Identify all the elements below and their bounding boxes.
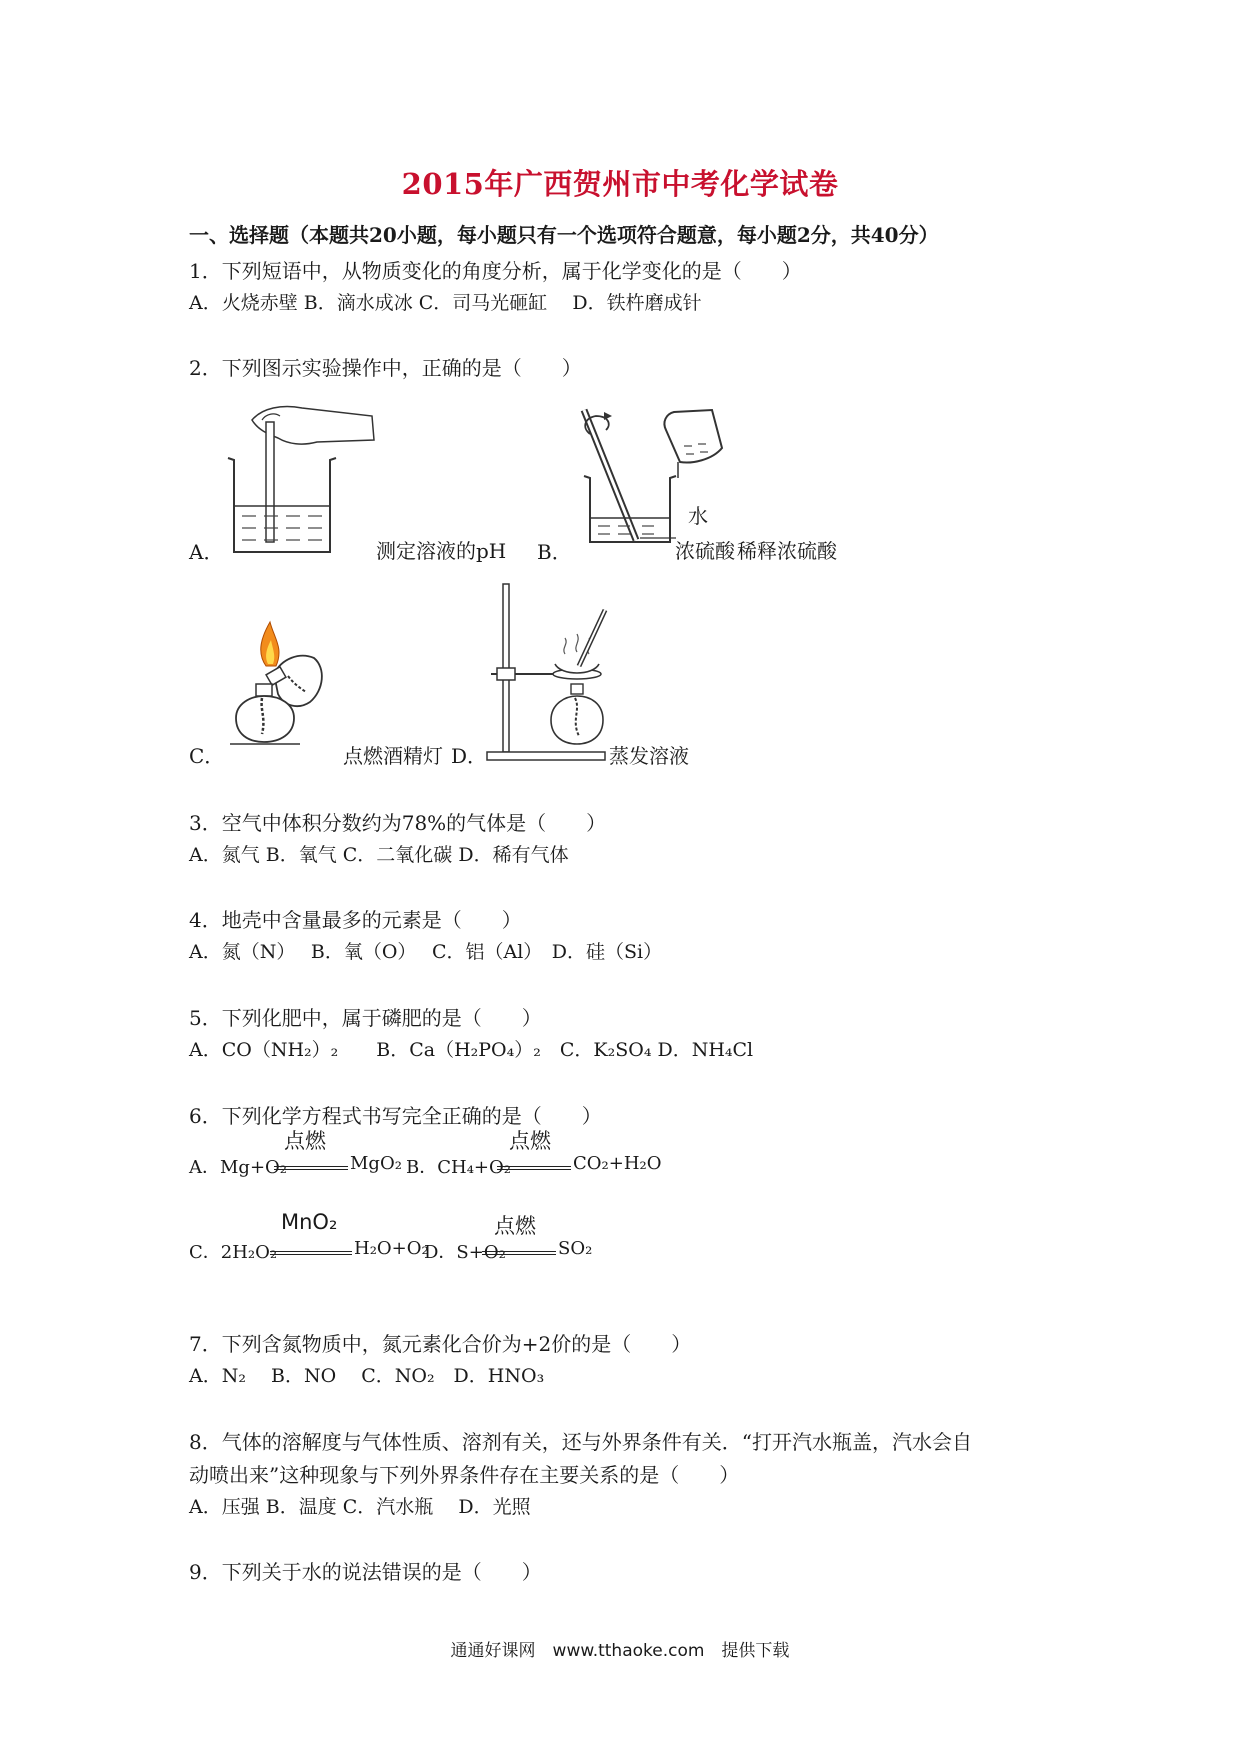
equation-c-reactants: C．2H₂O₂: [189, 1242, 278, 1263]
equation-d-products: SO₂: [558, 1238, 593, 1259]
question-2-option-d-letter: D．: [451, 744, 488, 768]
question-5-options: A．CO（NH₂）₂ B．Ca（H₂PO₄）₂ C．K₂SO₄ D．NH₄Cl: [189, 1039, 754, 1061]
page-footer: 通通好课网 www.tthaoke.com 提供下载: [450, 1641, 790, 1661]
alcohol-lamp-illustration: [222, 618, 342, 758]
question-2-option-a-caption: 测定溶液的pH: [376, 539, 507, 563]
question-8-stem-line-1: 8．气体的溶解度与气体性质、溶剂有关，还与外界条件有关．“打开汽水瓶盖，汽水会自: [189, 1430, 972, 1454]
question-3-options: A．氮气 B．氧气 C．二氧化碳 D．稀有气体: [189, 844, 569, 866]
equation-d-condition: 点燃: [494, 1214, 536, 1238]
equation-c-condition: MnO₂: [281, 1210, 338, 1234]
equation-a-yields-sign: [274, 1166, 348, 1170]
question-4-options: A．氮（N） B．氧（O） C．铝（Al） D．硅（Si）: [189, 941, 663, 963]
question-7-options: A．N₂ B．NO C．NO₂ D．HNO₃: [189, 1365, 545, 1387]
question-2-stem: 2．下列图示实验操作中，正确的是（ ）: [189, 356, 582, 380]
equation-a-condition: 点燃: [284, 1129, 326, 1153]
equation-d-reactants: D．S+O₂: [424, 1242, 506, 1263]
question-2-option-c-letter: C．: [189, 744, 225, 768]
page-title: 2015年广西贺州市中考化学试卷: [401, 167, 839, 201]
question-8-stem-line-2: 动喷出来”这种现象与下列外界条件存在主要关系的是（ ）: [189, 1463, 740, 1487]
equation-b-reactants: B．CH₄+O₂: [406, 1157, 511, 1178]
question-2-water-label: 水: [688, 504, 708, 528]
question-1-options: A．火烧赤壁 B．滴水成冰 C．司马光砸缸 D．铁杵磨成针: [189, 292, 702, 314]
equation-b-yields-sign: [497, 1166, 571, 1170]
question-8-options: A．压强 B．温度 C．汽水瓶 D．光照: [189, 1496, 531, 1518]
question-2-option-d-caption: 蒸发溶液: [609, 744, 689, 768]
equation-d-yields-sign: [482, 1251, 556, 1255]
question-2-option-b-caption: 稀释浓硫酸: [737, 539, 837, 563]
ph-test-beaker-illustration: [222, 398, 382, 560]
equation-b-condition: 点燃: [509, 1129, 551, 1153]
question-6-stem: 6．下列化学方程式书写完全正确的是（ ）: [189, 1104, 602, 1128]
equation-c-products: H₂O+O₂: [354, 1238, 429, 1259]
question-2-option-b-letter: B．: [537, 540, 572, 564]
question-7-stem: 7．下列含氮物质中，氮元素化合价为+2价的是（ ）: [189, 1332, 692, 1356]
equation-a-products: MgO₂: [350, 1153, 402, 1174]
equation-b-products: CO₂+H₂O: [573, 1153, 662, 1174]
equation-c-yields-sign: [270, 1251, 352, 1255]
question-5-stem: 5．下列化肥中，属于磷肥的是（ ）: [189, 1006, 542, 1030]
equation-a-reactants: A．Mg+O₂: [189, 1157, 288, 1178]
evaporation-stand-illustration: [485, 580, 609, 766]
question-1-stem: 1．下列短语中，从物质变化的角度分析，属于化学变化的是（ ）: [189, 259, 802, 283]
question-2-acid-label: 浓硫酸: [675, 539, 735, 563]
question-9-stem: 9．下列关于水的说法错误的是（ ）: [189, 1560, 542, 1584]
dilute-acid-beaker-illustration: [580, 402, 750, 552]
question-4-stem: 4．地壳中含量最多的元素是（ ）: [189, 908, 522, 932]
section-heading: 一、选择题（本题共20小题，每小题只有一个选项符合题意，每小题2分，共40分）: [189, 223, 939, 247]
question-2-option-a-letter: A．: [189, 540, 224, 564]
question-2-option-c-caption: 点燃酒精灯: [343, 744, 443, 768]
question-3-stem: 3．空气中体积分数约为78%的气体是（ ）: [189, 811, 607, 835]
